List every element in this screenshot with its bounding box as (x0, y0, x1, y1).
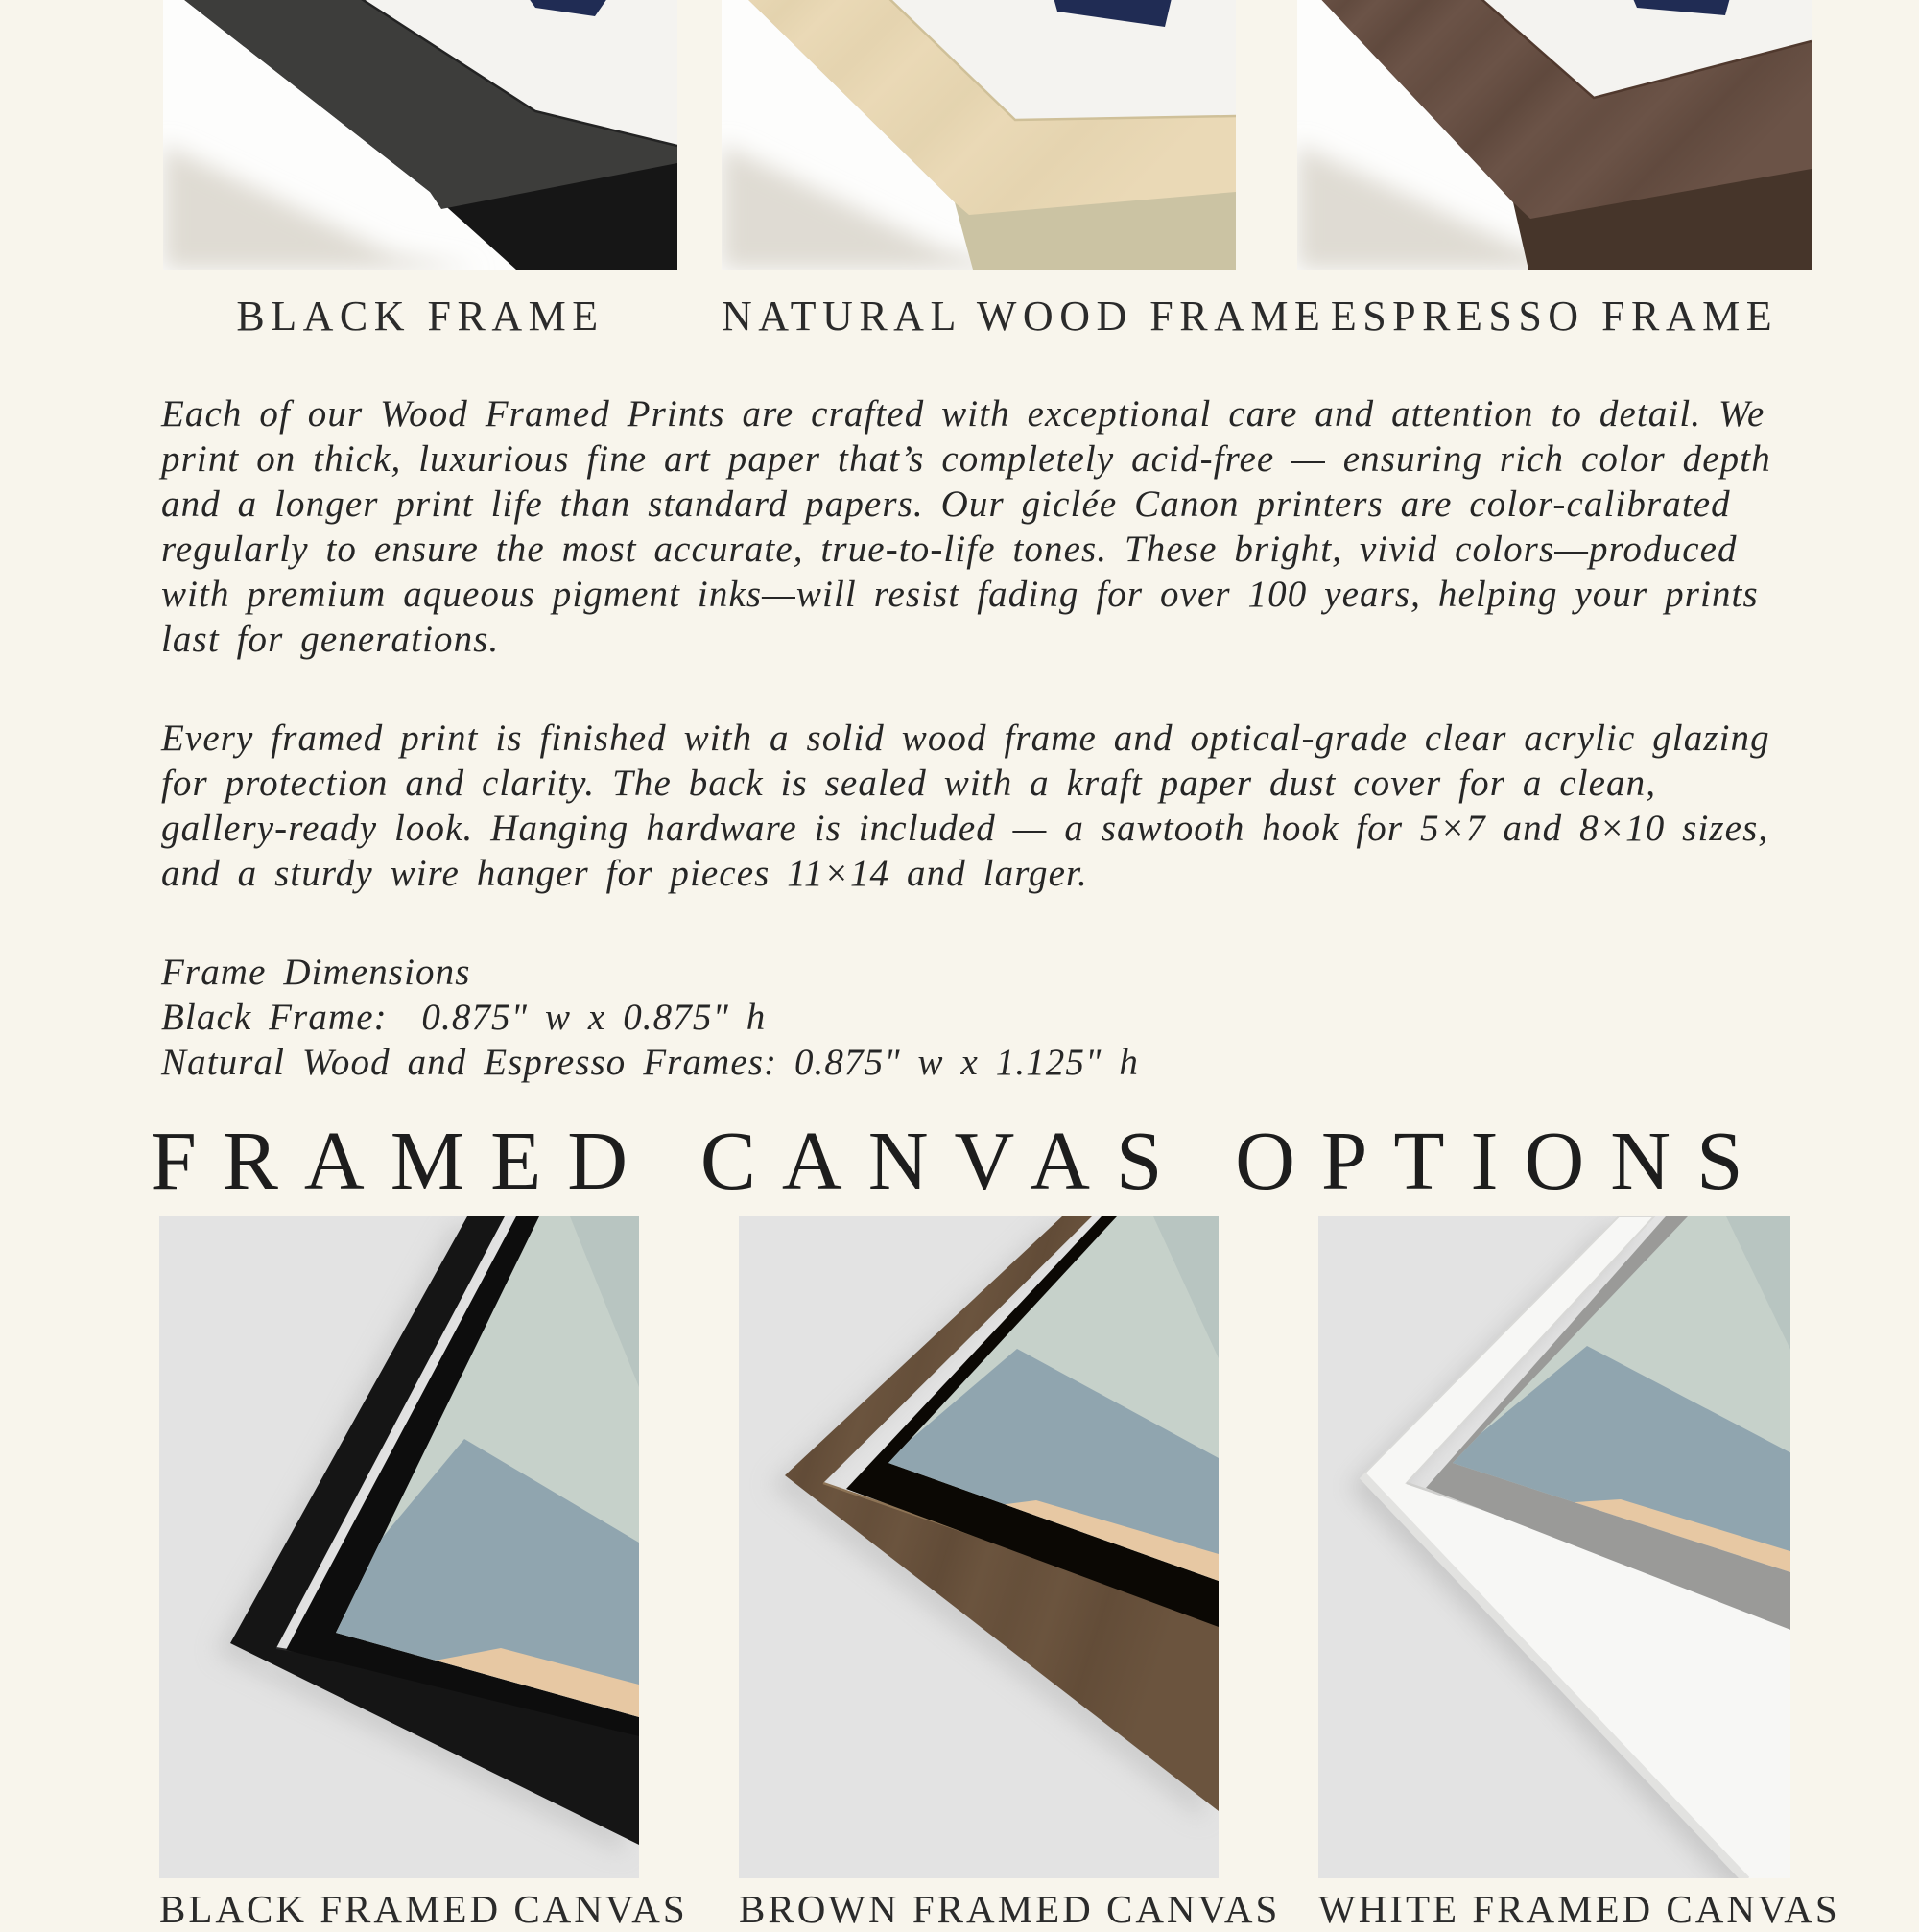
espresso-frame-photo (1297, 0, 1812, 270)
black-frame-photo (163, 0, 677, 270)
white-framed-canvas-label: WHITE FRAMED CANVAS (1318, 1887, 1840, 1931)
natural-wood-frame-label: NATURAL WOOD FRAME (722, 293, 1327, 340)
framed-canvas-options-heading: FRAMED CANVAS OPTIONS (150, 1114, 1769, 1207)
black-framed-canvas-photo (159, 1216, 639, 1878)
white-framed-canvas-photo (1318, 1216, 1790, 1878)
black-frame-label: BLACK FRAME (236, 293, 604, 340)
black-framed-canvas-label: BLACK FRAMED CANVAS (159, 1887, 688, 1931)
description-paragraph-1: Each of our Wood Framed Prints are crafted with exceptional care and attention to detail. We print on thick, luxurious fine art paper that’s completely acid-free — ensuring rich color depth and a longer print life than standard papers. Our giclée Canon printers are color-calibrated regularly to ensure the most accurate, true-to-life tones. These bright, vivid colors—produced with premium aqueous pigment inks—will resist fading for over 100 years, helping your prints last for generations. (161, 393, 1771, 660)
espresso-frame-label: ESPRESSO FRAME (1330, 293, 1779, 340)
brown-framed-canvas-label: BROWN FRAMED CANVAS (739, 1887, 1281, 1931)
brown-framed-canvas-photo (739, 1216, 1219, 1878)
natural-wood-frame-photo (722, 0, 1236, 270)
frame-dimensions-title: Frame Dimensions (161, 952, 471, 993)
frame-dimensions-wood-espresso: Natural Wood and Espresso Frames: 0.875" w x 1.125" h (161, 1042, 1139, 1083)
description-paragraph-2: Every framed print is finished with a solid wood frame and optical-grade clear acrylic glazing for protection and clarity. The back is sealed with a kraft paper dust cover for a clean, gallery-ready look. Hanging hardware is included — a sawtooth hook for 5×7 and 8×10 sizes, and a sturdy wire hanger for pieces 11×14 and larger. (161, 718, 1770, 894)
frame-dimensions-black: Black Frame: 0.875" w x 0.875" h (161, 997, 767, 1038)
description-text (161, 391, 1794, 1085)
